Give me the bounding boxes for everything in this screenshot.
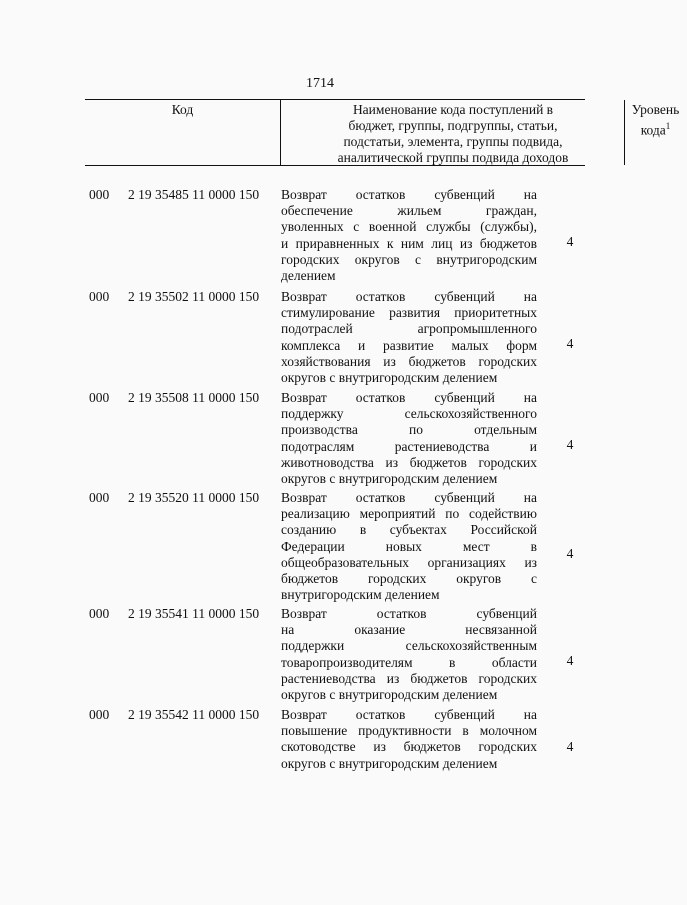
header-level-line2 — [624, 118, 687, 139]
revenue-name-line: Возврат остатков субвенций на — [281, 187, 537, 202]
revenue-name-line: округов с внутригородским делением — [281, 755, 498, 771]
revenue-name-line: округов с внутригородским делением — [281, 686, 498, 702]
revenue-name-line: уволенных с военной службы (службы), — [281, 219, 537, 235]
revenue-name — [281, 390, 537, 487]
revenue-name-line: бюджетов городских округов с — [281, 570, 537, 586]
revenue-name-line: Федерации новых мест в — [281, 538, 537, 554]
code-level: 4 — [566, 739, 574, 754]
revenue-name-line: товаропроизводителям в области — [281, 654, 537, 670]
admin-code: 000 — [89, 606, 110, 621]
revenue-name-line: Возврат остатков субвенций на — [281, 490, 537, 505]
header-level-line1: Уровень — [631, 102, 680, 117]
header-name-line: подстатьи, элемента, группы подвида, — [343, 134, 563, 149]
revenue-name-line: реализацию мероприятий по содействию — [281, 506, 537, 522]
code-level: 4 — [566, 437, 574, 452]
header-level — [624, 102, 687, 139]
header-code: Код — [171, 102, 194, 117]
revenue-name-line: общеобразовательных организациях из — [281, 554, 537, 570]
table-row — [0, 606, 640, 703]
header-level-footnote: 1 — [665, 121, 671, 131]
revenue-name-line: подотраслей агропромышленного — [281, 321, 537, 337]
header-level-word: кода — [640, 122, 666, 138]
revenue-name-line: Возврат остатков субвенций на — [281, 390, 537, 405]
revenue-code: 2 19 35541 11 0000 150 — [128, 606, 260, 621]
revenue-code: 2 19 35485 11 0000 150 — [128, 187, 260, 202]
admin-code: 000 — [89, 187, 110, 202]
header-name-line: Наименование кода поступлений в — [352, 102, 554, 117]
revenue-code: 2 19 35508 11 0000 150 — [128, 390, 260, 405]
admin-code: 000 — [89, 390, 110, 405]
revenue-name-line: Возврат остатков субвенций на — [281, 289, 537, 304]
revenue-name — [281, 707, 537, 772]
revenue-name-line: комплекса и развитие малых форм — [281, 337, 537, 353]
header-name-line: бюджет, группы, подгруппы, статьи, — [348, 118, 558, 133]
table-row — [0, 289, 640, 386]
revenue-name-line: Возврат остатков субвенций на — [281, 707, 537, 722]
revenue-code: 2 19 35520 11 0000 150 — [128, 490, 260, 505]
revenue-name-line: на оказание несвязанной — [281, 622, 537, 638]
revenue-name-line: животноводства из бюджетов городских — [281, 454, 537, 470]
revenue-name — [281, 606, 537, 703]
code-level: 4 — [566, 336, 574, 351]
revenue-name-line: стимулирование развития приоритетных — [281, 305, 537, 321]
revenue-name-line: городских округов с внутригородским — [281, 251, 537, 267]
table-row — [0, 390, 640, 487]
code-level: 4 — [566, 546, 574, 561]
revenue-name-line: обеспечение жильем граждан, — [281, 203, 537, 219]
revenue-name-line: и приравненных к ним лиц из бюджетов — [281, 235, 537, 251]
revenue-code: 2 19 35542 11 0000 150 — [128, 707, 260, 722]
table-row — [0, 490, 640, 603]
header-name-line: аналитической группы подвида доходов — [337, 150, 569, 165]
revenue-name-line: внутригородским делением — [281, 587, 440, 603]
revenue-name-line: округов с внутригородским делением — [281, 470, 498, 486]
page-number: 1714 — [306, 76, 334, 91]
revenue-name-line: поддержки сельскохозяйственным — [281, 638, 537, 654]
revenue-name-line: поддержку сельскохозяйственного — [281, 406, 537, 422]
revenue-name — [281, 289, 537, 386]
revenue-name — [281, 490, 537, 603]
table-row — [0, 187, 640, 284]
revenue-name-line: округов с внутригородским делением — [281, 369, 498, 385]
revenue-name-line: Возврат остатков субвенций — [281, 606, 537, 621]
revenue-name-line: скотоводстве из бюджетов городских — [281, 739, 537, 755]
revenue-name-line: производства по отдельным — [281, 422, 537, 438]
revenue-name-line: повышение продуктивности в молочном — [281, 723, 537, 739]
admin-code: 000 — [89, 289, 110, 304]
code-level: 4 — [566, 653, 574, 668]
revenue-name-line: созданию в субъектах Российской — [281, 522, 537, 538]
header-name — [280, 100, 625, 165]
code-level: 4 — [566, 234, 574, 249]
revenue-name — [281, 187, 537, 284]
revenue-name-line: растениеводства из бюджетов городских — [281, 670, 537, 686]
table-header — [85, 99, 680, 166]
table-row — [0, 707, 640, 772]
revenue-code: 2 19 35502 11 0000 150 — [128, 289, 260, 304]
revenue-name-line: делением — [281, 267, 336, 283]
admin-code: 000 — [89, 490, 110, 505]
revenue-name-line: подотраслям растениеводства и — [281, 438, 537, 454]
revenue-name-line: хозяйствования из бюджетов городских — [281, 353, 537, 369]
admin-code: 000 — [89, 707, 110, 722]
